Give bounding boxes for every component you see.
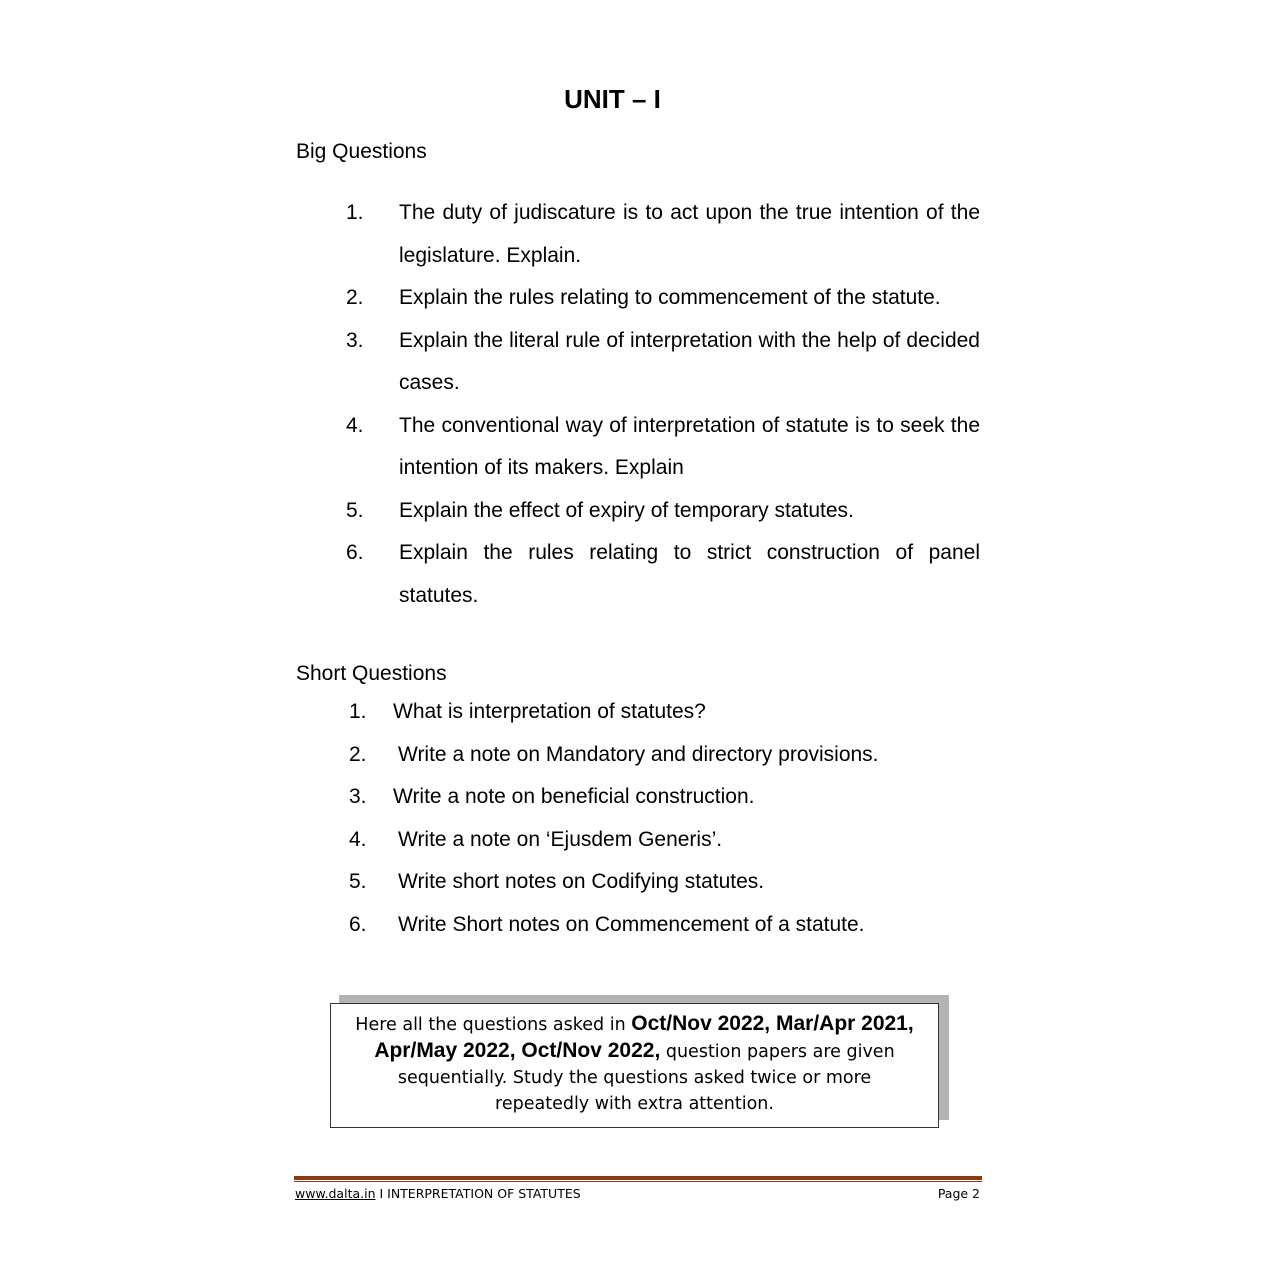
note-sessions-line1: Oct/Nov 2022, Mar/Apr 2021, [631, 1012, 914, 1035]
list-item [346, 320, 980, 405]
site-link[interactable]: www.dalta.in [295, 1186, 376, 1201]
footer-left [295, 1186, 581, 1201]
page-footer [295, 1186, 980, 1201]
list-item [346, 277, 980, 320]
big-questions-list [346, 192, 980, 617]
note-box [330, 1003, 939, 1128]
item-number: 6. [349, 912, 367, 936]
item-number: 4. [346, 413, 364, 437]
item-number: 2. [349, 742, 367, 766]
short-questions-list [349, 691, 989, 946]
item-text: Explain the literal rule of interpretation with the help of decided cases. [399, 328, 980, 394]
item-number: 5. [346, 498, 364, 522]
item-text: Explain the rules relating to commencement of the statute. [399, 286, 941, 309]
note-text3: repeatedly with extra attention. [495, 1094, 774, 1114]
list-item [346, 405, 980, 490]
list-item [346, 532, 980, 617]
item-text: Write a note on beneficial construction. [393, 785, 755, 808]
item-text: What is interpretation of statutes? [393, 700, 706, 723]
big-questions-heading: Big Questions [296, 140, 427, 163]
list-item [349, 819, 989, 862]
item-number: 1. [346, 201, 364, 224]
item-number: 3. [349, 785, 367, 808]
list-item [349, 691, 989, 734]
item-text: Write a note on Mandatory and directory provisions. [398, 742, 879, 766]
item-text: Write short notes on Codifying statutes. [398, 870, 765, 893]
note-text1: question papers are given [660, 1042, 895, 1062]
item-text: Write Short notes on Commencement of a statute. [398, 912, 865, 936]
item-text: Explain the effect of expiry of temporary statutes. [399, 498, 854, 522]
list-item [349, 904, 989, 947]
item-number: 4. [349, 827, 367, 851]
list-item [346, 192, 980, 277]
footer-rule-thin [294, 1181, 982, 1182]
item-number: 2. [346, 286, 364, 309]
item-number: 3. [346, 328, 364, 352]
note-sessions-line2: Apr/May 2022, Oct/Nov 2022, [374, 1039, 661, 1062]
page-title: UNIT – I [564, 84, 661, 114]
item-number: 6. [346, 541, 364, 564]
footer-rule [294, 1176, 982, 1180]
list-item [349, 734, 989, 777]
list-item [349, 861, 989, 904]
item-number: 5. [349, 870, 367, 893]
item-number: 1. [349, 700, 367, 723]
item-text: The duty of judiscature is to act upon the true intention of the legislature. Explain. [399, 201, 980, 267]
item-text: Explain the rules relating to strict construction of panel statutes. [399, 541, 980, 607]
list-item [349, 776, 989, 819]
footer-doc-title: I INTERPRETATION OF STATUTES [375, 1186, 581, 1201]
note-text2: sequentially. Study the questions asked twice or more [397, 1068, 872, 1088]
note-intro: Here all the questions asked in [355, 1015, 632, 1035]
item-text: Write a note on ‘Ejusdem Generis’. [398, 827, 723, 851]
page-number: Page 2 [937, 1186, 980, 1201]
list-item [346, 490, 980, 533]
item-text: The conventional way of interpretation of statute is to seek the intention of its makers. Explain [399, 413, 980, 479]
short-questions-heading: Short Questions [296, 662, 447, 685]
